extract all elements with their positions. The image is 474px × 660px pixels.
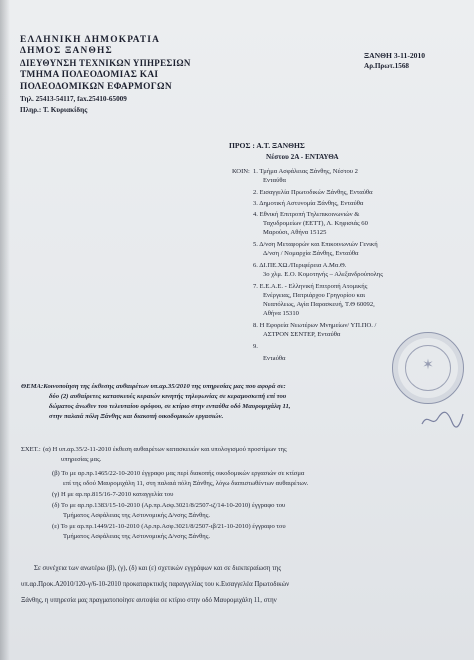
body-paragraph-line: Σε συνέχεια των ανωτέρω (β), (γ), (δ) και (ε) σχετικών εγγράφων και σε διεκπεραίωση της [34, 565, 282, 572]
related-line: επί της οδού Μαυρομιχάλη 11, στη παλαιά πόλη Ξάνθης, λόγω διαπιστωθέντων αυθαιρέτων. [63, 480, 309, 487]
cc-line: ΑΣΤΡΟΝ ΣΕΝΤΕΡ, Ενταύθα [263, 331, 341, 338]
cc-line: Νεαπόλεως, Αγία Παρασκευή, Τ.Θ 60092, [263, 301, 375, 308]
cc-line: 2. Εισαγγελία Πρωτοδικών Ξάνθης, Ενταύθα [253, 189, 373, 196]
header-republic: ΕΛΛΗΝΙΚΗ ΔΗΜΟΚΡΑΤΙΑ [20, 35, 161, 45]
header-municipality: ΔΗΜΟΣ ΞΑΝΘΗΣ [20, 46, 113, 56]
cc-line: 9. [253, 343, 258, 350]
subject-line: δώματος άνωθεν του τελευταίου ορόφου, σε κτίριο στην ενταύθα οδό Μαυρομιχάλη 11, [49, 403, 291, 410]
related-line: (δ) Το με αρ.πρ.1383/15-10-2010 (Αρ.πρ.Ασφ.3021/8/2507-ιζ/14-10-2010) έγγραφο του [52, 502, 286, 509]
cc-label: ΚΟΙΝ: [232, 168, 250, 175]
header-contact: Πληρ.: Τ. Κυριακίδης [20, 106, 88, 114]
cc-line: Αθήνα 15310 [263, 310, 299, 317]
cc-line: 8. Η Εφορεία Νεωτέρων Μνημείων/ ΥΠ.ΠΟ. / [253, 322, 377, 329]
cc-line: Μαρούσι, Αθήνα 15125 [263, 229, 327, 236]
related-line: (γ) Η με αρ.πρ.815/16-7-2010 καταγγελία του [52, 491, 174, 498]
related-line: (ε) Το με αρ.πρ.1449/21-10-2010 (Αρ.πρ.Ασφ.3021/8/2507-ιβ/21-10-2010) έγγραφο του [52, 523, 286, 530]
cc-line: 3ο χλμ. Ε.Ο. Κομοτηνής – Αλεξανδρούπολης [263, 271, 383, 278]
subject-line: στην παλαιά πόλη Ξάνθης και διακοπή οικοδομικών εργασιών. [49, 413, 224, 420]
related-line: Τμήματος Ασφάλειας της Αστυνομικής Δ/νσης Ξάνθης. [63, 533, 210, 540]
cc-line: Ταχυδρομείων (ΕΕΤΤ), Λ. Κηφισιάς 60 [263, 220, 368, 227]
related-label: ΣΧΕΤ.: [21, 446, 41, 453]
cc-line: Ενέργειας, Πατριάρχου Γρηγορίου και [263, 292, 365, 299]
cc-line: 1. Τμήμα Ασφάλειας Ξάνθης, Νέστου 2 [253, 168, 358, 175]
protocol-number: Αρ.Πρωτ.1568 [364, 62, 410, 70]
recipient-address: Νέστου 2Α - ΕΝΤΑΥΘΑ [266, 153, 339, 161]
page-edge-shadow [0, 0, 10, 660]
cc-line: 5. Δ/νση Μεταφορών και Επικοινωνιών Γενική [253, 241, 378, 248]
header-department: ΤΜΗΜΑ ΠΟΛΕΟΔΟΜΙΑΣ ΚΑΙ [20, 70, 159, 80]
subject-line: δύο (2) αυθαίρετες κατασκευές κεραιών κινητής τηλεφωνίας σε κεραμοσκεπή επί του [49, 393, 287, 400]
cc-line: 7. Ε.Ε.Α.Ε. - Ελληνική Επιτροπή Ατομικής [253, 283, 368, 290]
official-stamp: ✶ [392, 332, 464, 404]
header-directorate: ΔΙΕΥΘΥΝΣΗ ΤΕΧΝΙΚΩΝ ΥΠΗΡΕΣΙΩΝ [20, 58, 191, 68]
subject-line: ΘΕΜΑ:Κοινοποίηση της έκθεσης αυθαιρέτων υπ.αρ.35/2010 της υπηρεσίας μας που αφορά σε: [21, 383, 286, 390]
related-line: υπηρεσίας μας. [61, 456, 102, 463]
cc-line: 4. Εθνική Επιτροπή Τηλεπικοινωνιών & [253, 211, 360, 218]
related-line: (β) Το με αρ.πρ.1465/22-10-2010 έγγραφο μας περί διακοπής οικοδομικών εργασιών σε κτίσμα [52, 470, 305, 477]
body-paragraph-line: Ξάνθης, η υπηρεσία μας πραγματοποίησε αυτοψία σε κτίριο στην οδό Μαυρομιχάλη 11, στην [21, 597, 277, 604]
signature-mark [420, 408, 464, 430]
cc-line: 3. Δημοτική Αστυνομία Ξάνθης, Ενταύθα [253, 200, 364, 207]
header-phone: Τηλ. 25413-54117, fax.25410-65009 [20, 95, 127, 103]
cc-line: Δ/νση / Νομαρχία Ξάνθης, Ενταύθα [263, 250, 359, 257]
recipient-to: ΠΡΟΣ : Α.Τ. ΞΑΝΘΗΣ [229, 141, 305, 150]
related-line: (α) Η υπ.αρ.35/2-11-2010 έκθεση αυθαιρέτων κατασκευών και υπολογισμού προστίμων της [43, 446, 287, 453]
related-line: Τμήματος Ασφάλειας της Αστυνομικής Δ/νσης Ξάνθης. [63, 512, 210, 519]
date-place: ΞΑΝΘΗ 3-11-2010 [364, 51, 426, 60]
cc-line: 6. ΔΙ.ΠΕ.ΧΩ./Περιφέρεια Α.Μα.Θ. [253, 262, 347, 269]
cc-line: Ενταύθα [263, 177, 286, 184]
cc-line: Εντaύθα [263, 355, 286, 362]
body-paragraph-line: υπ.αρ.Προκ.Α2010/120-γ/6-10-2010 προκαταρκτικής παραγγελίας του κ.Εισαγγελέα Πρωτοδικών [21, 581, 290, 588]
header-department-2: ΠΟΛΕΟΔΟΜΙΚΩΝ ΕΦΑΡΜΟΓΩΝ [20, 82, 172, 92]
